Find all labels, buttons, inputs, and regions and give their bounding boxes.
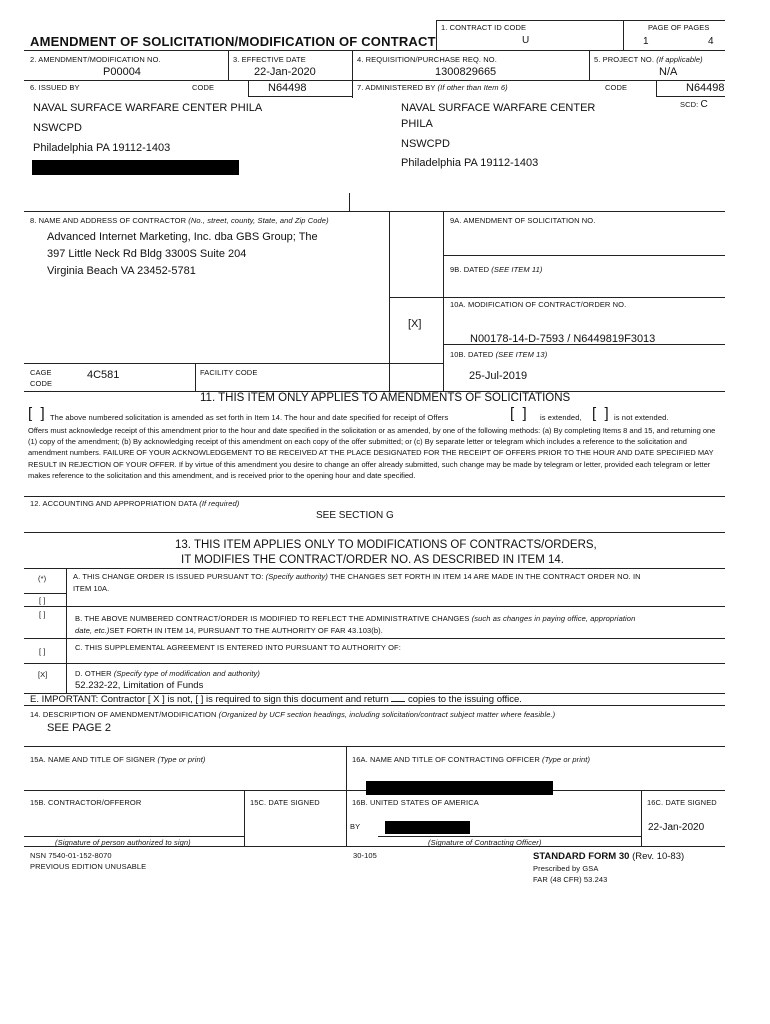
pages-label: PAGE OF PAGES	[648, 23, 710, 32]
item-11-paragraph: Offers must acknowledge receipt of this amendment prior to the hour and date specified in the solicitation or as amended, by one of the following methods: (a) By completing Items 8 and 15, and returning one (1) copy of the amendment; (b) By acknowledging receipt of this amendment on each copy of the offer submitted; or (c) By separate letter or telegram which includes a reference to the solicitation and amendment numbers. FAILURE OF YOUR ACKNOWLEDGEMENT TO BE RECEIVED AT THE PLACE DESIGNATED FOR THE RECEIPT OF OFFERS PRIOR TO THE HOUR AND DATE SPECIFIED MAY RESULT IN REJECTION OF YOUR OFFER. If by virtue of this amendment you desire to change an offer already submitted, such change may be made by telegram or letter, provided each telegram or letter makes reference to the solicitation and this amendment, and is received prior to the opening hour and date specified.	[28, 426, 716, 480]
item-13d-mark: [X]	[38, 670, 48, 679]
item-13b-text-2: date, etc.)SET FORTH IN ITEM 14, PURSUANT TO THE AUTHORITY OF FAR 43.103(b).	[75, 626, 383, 635]
form-number: 30-105	[353, 851, 377, 860]
issued-by-line: Philadelphia PA 19112-1403	[33, 142, 171, 154]
standard-form: STANDARD FORM 30 (Rev. 10-83)	[533, 851, 685, 862]
item-10a-label: 10A. MODIFICATION OF CONTRACT/ORDER NO.	[450, 300, 627, 309]
item-16c-value: 22-Jan-2020	[648, 822, 705, 833]
item-13a-text: A. THIS CHANGE ORDER IS ISSUED PURSUANT TO: (Specify authority) THE CHANGES SET FORTH IN ITEM 14 ARE MADE IN THE CONTRACT ORDER NO. IN	[73, 572, 641, 581]
administered-by-code-label: CODE	[605, 83, 628, 92]
project-no-value: N/A	[659, 66, 678, 78]
requisition-value: 1300829665	[435, 66, 497, 78]
item-9a-label: 9A. AMENDMENT OF SOLICITATION NO.	[450, 216, 596, 225]
cage-code-label: CODE	[30, 379, 53, 388]
issued-by-label: 6. ISSUED BY	[30, 83, 80, 92]
page-count: 4	[708, 36, 714, 47]
item-15c-label: 15C. DATE SIGNED	[250, 798, 320, 807]
administered-by-code: N64498	[686, 82, 725, 94]
item-13a-text-2: ITEM 10A.	[73, 584, 110, 593]
item-13b-mark: [ ]	[39, 610, 46, 619]
item-e-text: E. IMPORTANT: Contractor [ X ] is not, [ ] is required to sign this document and return copies to the issuing office.	[30, 694, 522, 705]
item-13d-value: 52.232-22, Limitation of Funds	[75, 680, 204, 691]
item-13c-mark: [ ]	[39, 647, 46, 656]
cage-value: 4C581	[87, 369, 120, 381]
item-16b-label: 16B. UNITED STATES OF AMERICA	[352, 798, 479, 807]
checkbox: [ ]	[28, 405, 45, 422]
item-10b-value: 25-Jul-2019	[469, 370, 528, 382]
issued-by-line: NAVAL SURFACE WARFARE CENTER PHILA	[33, 102, 263, 114]
item-10-check: [X]	[408, 318, 422, 330]
item-14-label: 14. DESCRIPTION OF AMENDMENT/MODIFICATION (Organized by UCF section headings, including solicitation/contract subject matter where feasible.)	[30, 710, 556, 719]
administered-by-line: PHILA	[401, 118, 433, 130]
facility-code-label: FACILITY CODE	[200, 368, 258, 377]
item-11-text: The above numbered solicitation is amended as set forth in Item 14. The hour and date specified for receipt of Offers	[50, 413, 449, 422]
item-13a-mark: (*)	[38, 574, 47, 583]
redaction-bar	[32, 160, 239, 175]
item-13-heading-2: IT MODIFIES THE CONTRACT/ORDER NO. AS DESCRIBED IN ITEM 14.	[181, 554, 564, 566]
administered-by-line: Philadelphia PA 19112-1403	[401, 157, 539, 169]
item-16b-signature-label: (Signature of Contracting Officer)	[428, 838, 542, 847]
effective-date-value: 22-Jan-2020	[254, 66, 316, 78]
item-12-value: SEE SECTION G	[316, 510, 394, 521]
administered-by-line: NSWCPD	[401, 138, 450, 150]
form-title: AMENDMENT OF SOLICITATION/MODIFICATION OF CONTRACT	[30, 34, 436, 49]
item-13-blank-mark: [ ]	[39, 596, 46, 605]
nsn: NSN 7540-01-152-8070	[30, 851, 112, 860]
item-13-heading: 13. THIS ITEM APPLIES ONLY TO MODIFICATIONS OF CONTRACTS/ORDERS,	[175, 539, 597, 551]
contract-id-label: 1. CONTRACT ID CODE	[441, 23, 527, 32]
item-11-not-extended: is not extended.	[614, 413, 669, 422]
administered-by-line: NAVAL SURFACE WARFARE CENTER	[401, 102, 596, 114]
item-15b-label: 15B. CONTRACTOR/OFFEROR	[30, 798, 142, 807]
project-no-label: 5. PROJECT NO. (If applicable)	[594, 55, 703, 64]
item-16a-label: 16A. NAME AND TITLE OF CONTRACTING OFFICER (Type or print)	[352, 755, 591, 764]
item-16c-label: 16C. DATE SIGNED	[647, 798, 717, 807]
item-11-heading: 11. THIS ITEM ONLY APPLIES TO AMENDMENTS OF SOLICITATIONS	[200, 392, 571, 404]
contractor-line: 397 Little Neck Rd Bldg 3300S Suite 204	[47, 248, 247, 260]
item-15a-label: 15A. NAME AND TITLE OF SIGNER (Type or print)	[30, 755, 206, 764]
item-10a-value: N00178-14-D-7593 / N6449819F3013	[470, 333, 656, 345]
contract-id-value: U	[522, 35, 530, 46]
item-13b-text: B. THE ABOVE NUMBERED CONTRACT/ORDER IS MODIFIED TO REFLECT THE ADMINISTRATIVE CHANGES (such as changes in paying office, appropriation	[75, 614, 636, 623]
requisition-label: 4. REQUISITION/PURCHASE REQ. NO.	[357, 55, 497, 64]
issued-by-line: NSWCPD	[33, 122, 82, 134]
checkbox: [ ]	[510, 405, 527, 422]
by-label: BY	[350, 822, 361, 831]
effective-date-label: 3. EFFECTIVE DATE	[233, 55, 306, 64]
administered-by-label: 7. ADMINISTERED BY (If other than Item 6)	[357, 83, 508, 92]
item-10b-label: 10B. DATED (SEE ITEM 13)	[450, 350, 548, 359]
item-15b-signature-label: (Signature of person authorized to sign)	[55, 838, 191, 847]
item-9b-label: 9B. DATED (SEE ITEM 11)	[450, 265, 543, 274]
item-13c-text: C. THIS SUPPLEMENTAL AGREEMENT IS ENTERED INTO PURSUANT TO AUTHORITY OF:	[75, 643, 401, 652]
redaction-bar	[366, 781, 553, 795]
scd: SCD: C	[680, 99, 708, 110]
issued-by-code: N64498	[268, 82, 307, 94]
item-12-label: 12. ACCOUNTING AND APPROPRIATION DATA (If required)	[30, 499, 240, 508]
cage-label: CAGE	[30, 368, 52, 377]
issued-by-code-label: CODE	[192, 83, 215, 92]
item-11-extended: is extended,	[540, 413, 582, 422]
checkbox: [ ]	[592, 405, 609, 422]
amendment-no-label: 2. AMENDMENT/MODIFICATION NO.	[30, 55, 161, 64]
contractor-line: Virginia Beach VA 23452-5781	[47, 265, 196, 277]
contractor-line: Advanced Internet Marketing, Inc. dba GBS Group; The	[47, 231, 318, 243]
contractor-label: 8. NAME AND ADDRESS OF CONTRACTOR (No., street, county, State, and Zip Code)	[30, 216, 329, 225]
previous-edition: PREVIOUS EDITION UNUSABLE	[30, 862, 147, 871]
item-14-value: SEE PAGE 2	[47, 722, 111, 734]
prescribed-by: Prescribed by GSA	[533, 864, 599, 873]
far-citation: FAR (48 CFR) 53.243	[533, 875, 608, 884]
redaction-bar	[385, 821, 470, 834]
item-13d-text: D. OTHER (Specify type of modification and authority)	[75, 669, 260, 678]
page-number: 1	[643, 36, 649, 47]
amendment-no-value: P00004	[103, 66, 141, 78]
